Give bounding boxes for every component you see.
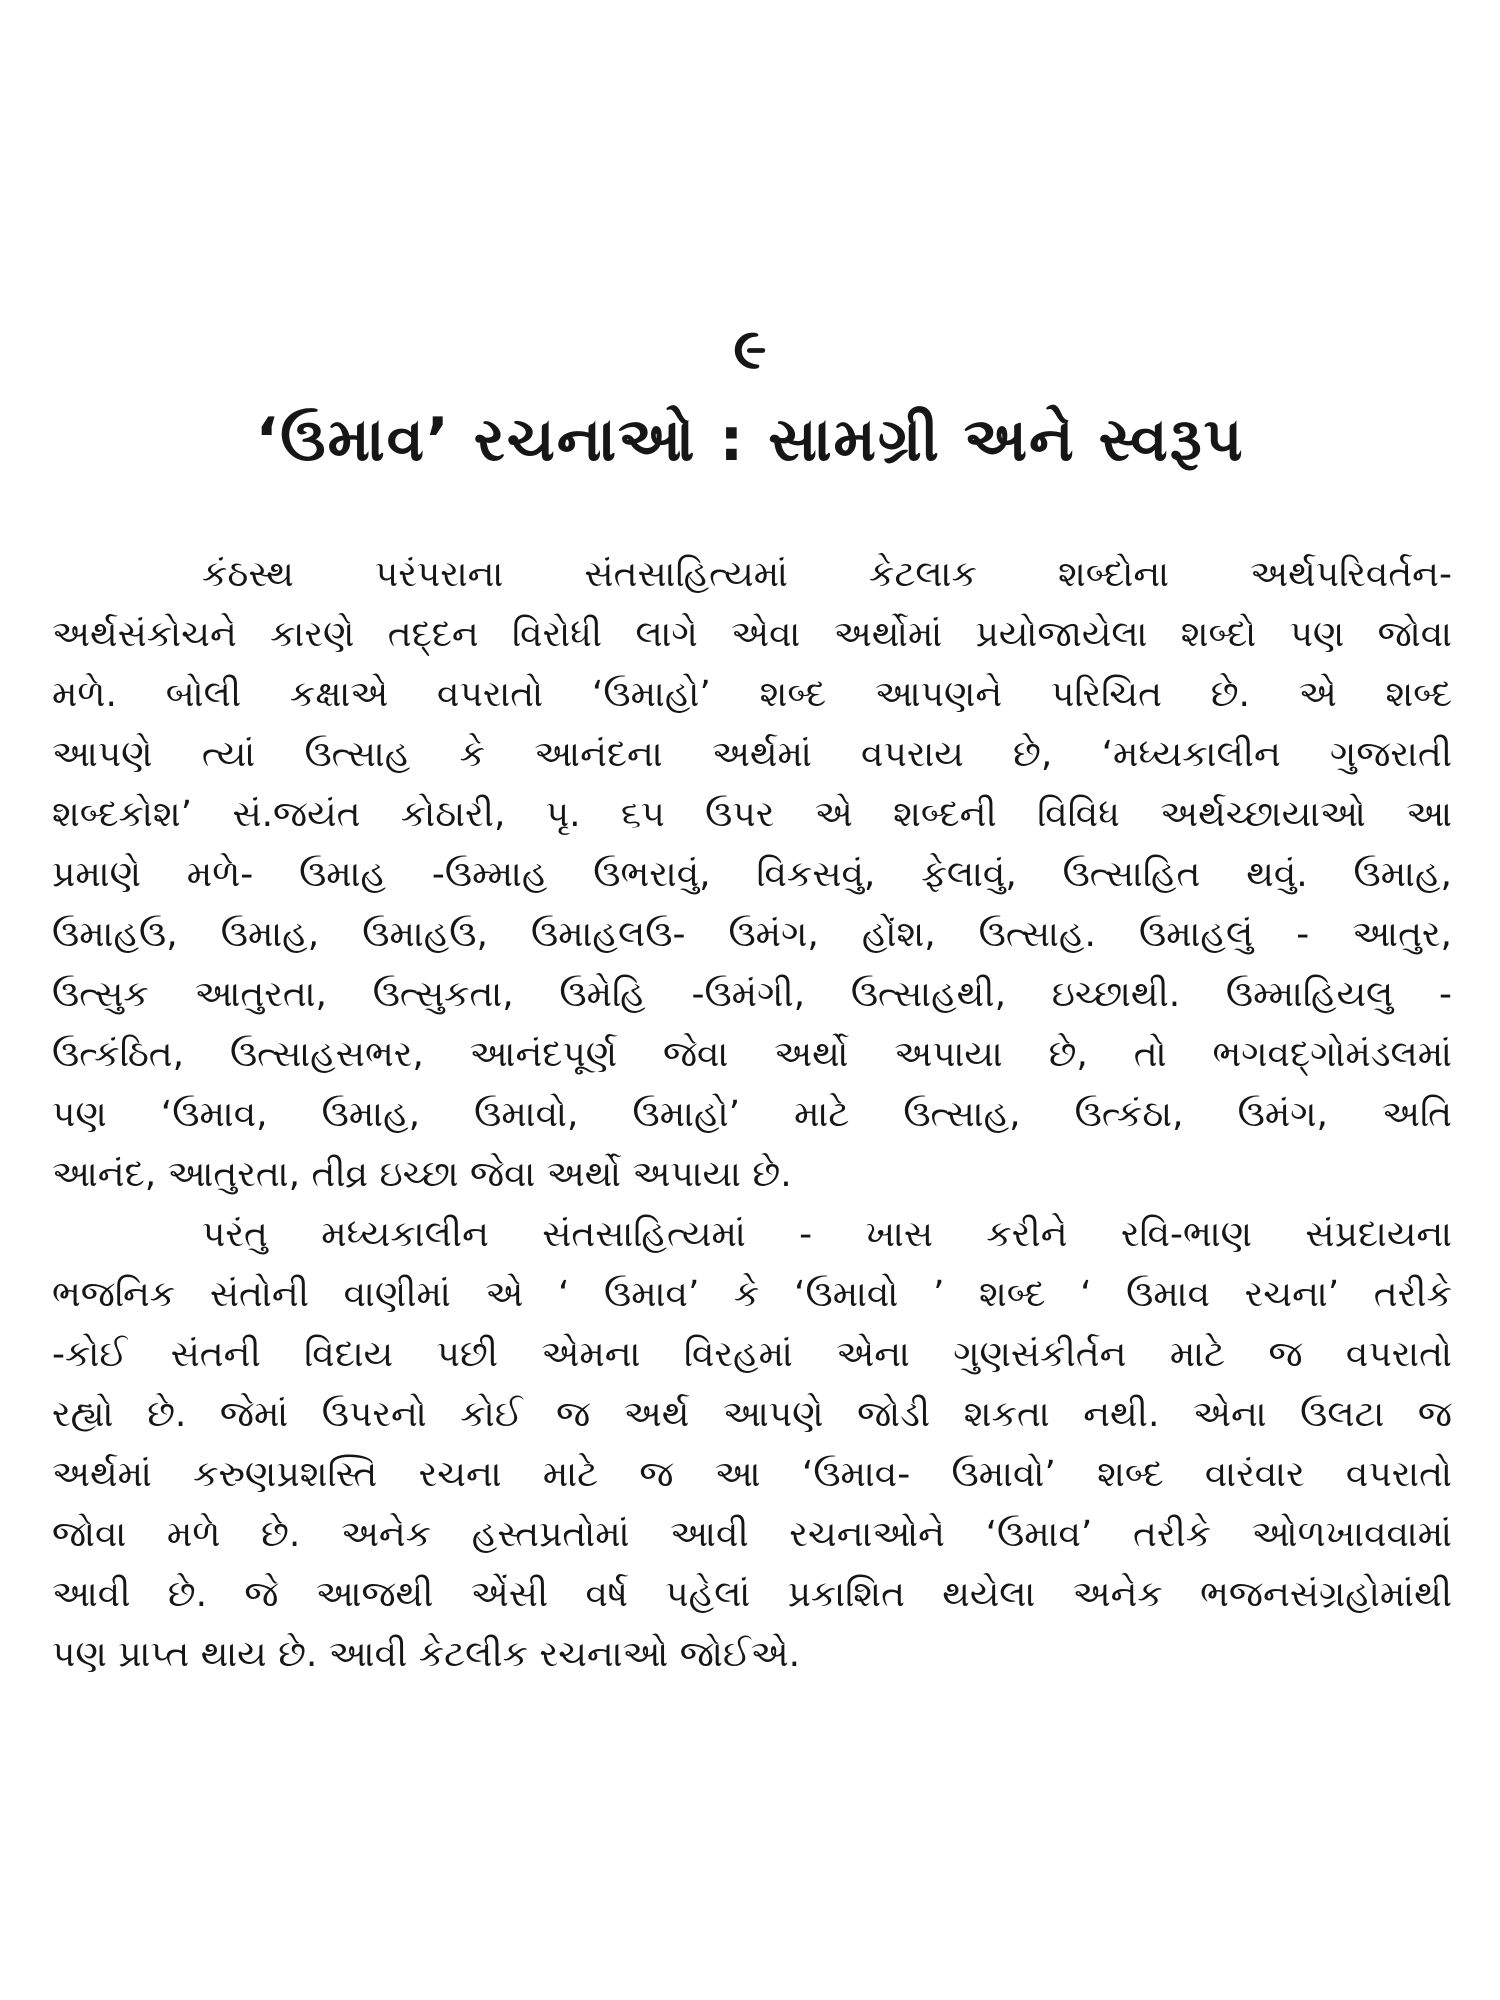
- text-line: ઉત્કંઠિત, ઉત્સાહસભર, આનંદપૂર્ણ જેવા અર્થો અપાયા છે, તો ભગવદ્‌ગોમંડલમાં: [52, 1034, 1452, 1075]
- text-line: શબ્દકોશ’ સં.જયંત કોઠારી, પૃ. ૬૫ ઉપર એ શબ્દની વિવિધ અર્થચ્છાયાઓ આ: [52, 794, 1452, 835]
- text-line: પ્રમાણે મળે- ઉમાહ -ઉમ્માહ ઉભરાવું, વિકસવું, ફેલાવું, ઉત્સાહિત થવું. ઉમાહ,: [52, 854, 1452, 895]
- text-line: આનંદ, આતુરતા, તીવ્ર ઇચ્છા જેવા અર્થો અપાયા છે.: [52, 1154, 792, 1195]
- text-line: રહ્યો છે. જેમાં ઉપરનો કોઈ જ અર્થ આપણે જોડી શકતા નથી. એના ઉલટા જ: [52, 1394, 1452, 1435]
- paragraph-2: [52, 1205, 1452, 1685]
- text-line: પણ પ્રાપ્ત થાય છે. આવી કેટલીક રચનાઓ જોઈએ.: [52, 1634, 801, 1675]
- text-line: અર્થમાં કરુણપ્રશસ્તિ રચના માટે જ આ ‘ઉમાવ- ઉમાવો’ શબ્દ વારંવાર વપરાતો: [52, 1454, 1452, 1495]
- body-text: [52, 545, 1452, 1685]
- text-line: ઉમાહઉ, ઉમાહ, ઉમાહઉ, ઉમાહલઉ- ઉમંગ, હોંશ, ઉત્સાહ. ઉમાહલું - આતુર,: [52, 914, 1452, 955]
- text-line: -કોઈ સંતની વિદાય પછી એમના વિરહમાં એના ગુણસંકીર્તન માટે જ વપરાતો: [52, 1334, 1452, 1375]
- text-line: પરંતુ મધ્યકાલીન સંતસાહિત્યમાં - ખાસ કરીને રવિ-ભાણ સંપ્રદાયના: [202, 1214, 1452, 1255]
- chapter-number: ૯: [733, 317, 767, 382]
- text-line: મળે. બોલી કક્ષાએ વપરાતો ‘ઉમાહો’ શબ્દ આપણને પરિચિત છે. એ શબ્દ: [52, 674, 1452, 715]
- text-line: ઉત્સુક આતુરતા, ઉત્સુકતા, ઉમેહિ -ઉમંગી, ઉત્સાહથી, ઇચ્છાથી. ઉમ્માહિયલુ -: [52, 974, 1452, 1015]
- chapter-title: ‘ઉમાવ’ રચનાઓ : સામગ્રી અને સ્વરૂપ: [255, 405, 1245, 475]
- text-line: પણ ‘ઉમાવ, ઉમાહ, ઉમાવો, ઉમાહો’ માટે ઉત્સાહ, ઉત્કંઠા, ઉમંગ, અતિ: [52, 1094, 1452, 1135]
- text-line: આપણે ત્યાં ઉત્સાહ કે આનંદના અર્થમાં વપરાય છે, ‘મધ્યકાલીન ગુજરાતી: [52, 734, 1452, 775]
- paragraph-1: [52, 545, 1452, 1205]
- text-line: જોવા મળે છે. અનેક હસ્તપ્રતોમાં આવી રચનાઓને ‘ઉમાવ’ તરીકે ઓળખાવવામાં: [52, 1514, 1452, 1555]
- text-line: કંઠસ્થ પરંપરાના સંતસાહિત્યમાં કેટલાક શબ્દોના અર્થપરિવર્તન-: [202, 554, 1452, 595]
- text-line: આવી છે. જે આજથી એંસી વર્ષ પહેલાં પ્રકાશિત થયેલા અનેક ભજનસંગ્રહોમાંથી: [52, 1574, 1452, 1615]
- text-line: ભજનિક સંતોની વાણીમાં એ ‘ ઉમાવ’ કે ‘ઉમાવો ’ શબ્દ ‘ ઉમાવ રચના’ તરીકે: [52, 1274, 1452, 1315]
- text-line: અર્થસંકોચને કારણે તદ્દન વિરોધી લાગે એવા અર્થોમાં પ્રયોજાયેલા શબ્દો પણ જોવા: [52, 614, 1452, 655]
